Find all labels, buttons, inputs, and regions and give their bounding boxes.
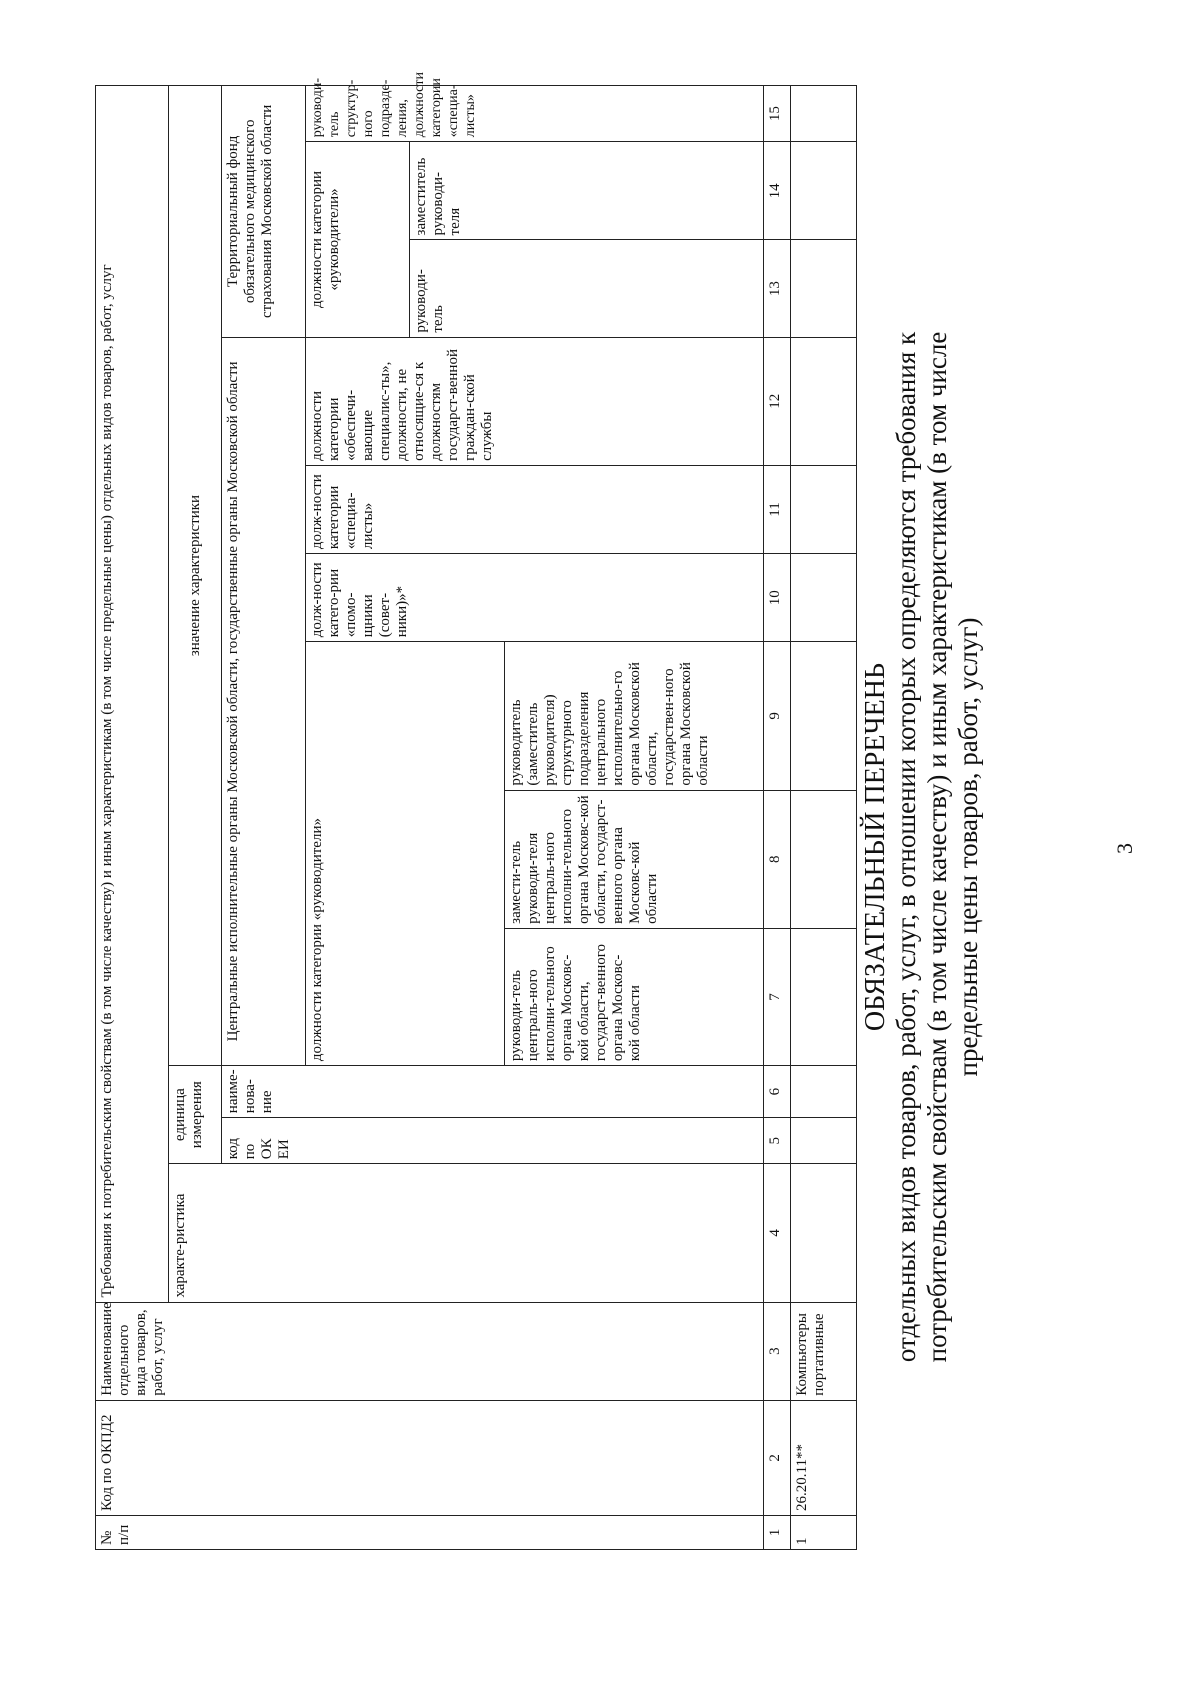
col-number: 8: [764, 790, 791, 928]
empty-cell: [790, 642, 856, 790]
empty-cell: [790, 86, 856, 142]
table-row: [790, 86, 856, 1550]
empty-cell: [790, 337, 856, 465]
title-subtitle: отдельных видов товаров, работ, услуг, в отношении которых определяются требования к потребительским свойствам (в том числе качеству) и иным характеристикам (в том числе предельные цены товаров, работ, услуг): [891, 331, 983, 1363]
requirements-table: [95, 72, 857, 1550]
header-col8: замести-тель руководи-теля централь-ного исполни-тельного органа Московс-кой области, государст-венного органа Московс-кой области: [505, 790, 764, 928]
row-name: Компьютеры портативные: [790, 1302, 856, 1400]
header-no: № п/п: [96, 1515, 764, 1549]
header-fund-managers: должности категории «руководители»: [306, 142, 410, 337]
col-number: 3: [764, 1302, 791, 1400]
header-unit-code: код по ОК ЕИ: [222, 1118, 764, 1164]
column-number-row: [764, 86, 791, 1550]
header-unit-name: наиме-нова-ние: [222, 1066, 764, 1118]
col-number: 9: [764, 642, 791, 790]
empty-cell: [790, 465, 856, 553]
header-fund: Территориальный фонд обязательного медицинского страхования Московской области: [222, 86, 306, 338]
empty-cell: [790, 1118, 856, 1164]
header-managers: должности категории «руководители»: [306, 642, 505, 1066]
header-unit: единица измерения: [169, 1066, 222, 1164]
col-number: 5: [764, 1118, 791, 1164]
col-number: 1: [764, 1515, 791, 1549]
header-value: значение характеристики: [169, 86, 222, 1066]
empty-cell: [790, 928, 856, 1065]
col-number: 11: [764, 465, 791, 553]
header-col15: руководи-тель структур-ного подразде-ления, должности категории «специа-листы»: [306, 86, 764, 142]
header-col7: руководи-тель централь-ного исполни-тельного органа Московс-кой области, государст-венного органа Московс-кой области: [505, 928, 764, 1065]
col-number: 13: [764, 240, 791, 337]
col-number: 6: [764, 1066, 791, 1118]
row-okpd: 26.20.11**: [790, 1400, 856, 1515]
empty-cell: [790, 1066, 856, 1118]
col-number: 14: [764, 142, 791, 240]
page-number: 3: [1112, 843, 1137, 854]
header-characteristic: характе-ристика: [169, 1164, 764, 1302]
empty-cell: [790, 142, 856, 240]
col-number: 15: [764, 86, 791, 142]
col-number: 4: [764, 1164, 791, 1302]
col-number: 12: [764, 337, 791, 465]
header-col13: руководи-тель: [410, 240, 764, 337]
header-central-bodies: Центральные исполнительные органы Московской области, государственные органы Московской области: [222, 337, 306, 1065]
header-okpd: Код по ОКПД2: [96, 1400, 764, 1515]
header-col12: должности категории «обеспечи-вающие специалис-ты», должности, не относящие-ся к должностям государст-венной граждан-ской службы: [306, 337, 764, 465]
empty-cell: [790, 240, 856, 337]
col-number: 7: [764, 928, 791, 1065]
row-no: 1: [790, 1515, 856, 1549]
header-col11: долж-ности категории «специа-листы»: [306, 465, 764, 553]
document-title: [860, 327, 984, 1367]
title-heading: ОБЯЗАТЕЛЬНЫЙ ПЕРЕЧЕНЬ: [860, 662, 891, 1032]
empty-cell: [790, 790, 856, 928]
header-col14: заместитель руководи-теля: [410, 142, 764, 240]
header-col10: долж-ности катего-рии «помо-щники (совет-ники)»*: [306, 554, 764, 642]
header-requirements: Требования к потребительским свойствам (в том числе качеству) и иным характеристикам (в том числе предельные цены) отдельных видов товаров, работ, услуг: [96, 86, 169, 1303]
col-number: 2: [764, 1400, 791, 1515]
empty-cell: [790, 1164, 856, 1302]
col-number: 10: [764, 554, 791, 642]
header-name: Наименование отдельного вида товаров, работ, услуг: [96, 1302, 764, 1400]
empty-cell: [790, 554, 856, 642]
header-col9: руководитель (заместитель руководителя) структурного подразделения центрального исполнительно-го органа Московской области, государствен-ного органа Московской области: [505, 642, 764, 790]
